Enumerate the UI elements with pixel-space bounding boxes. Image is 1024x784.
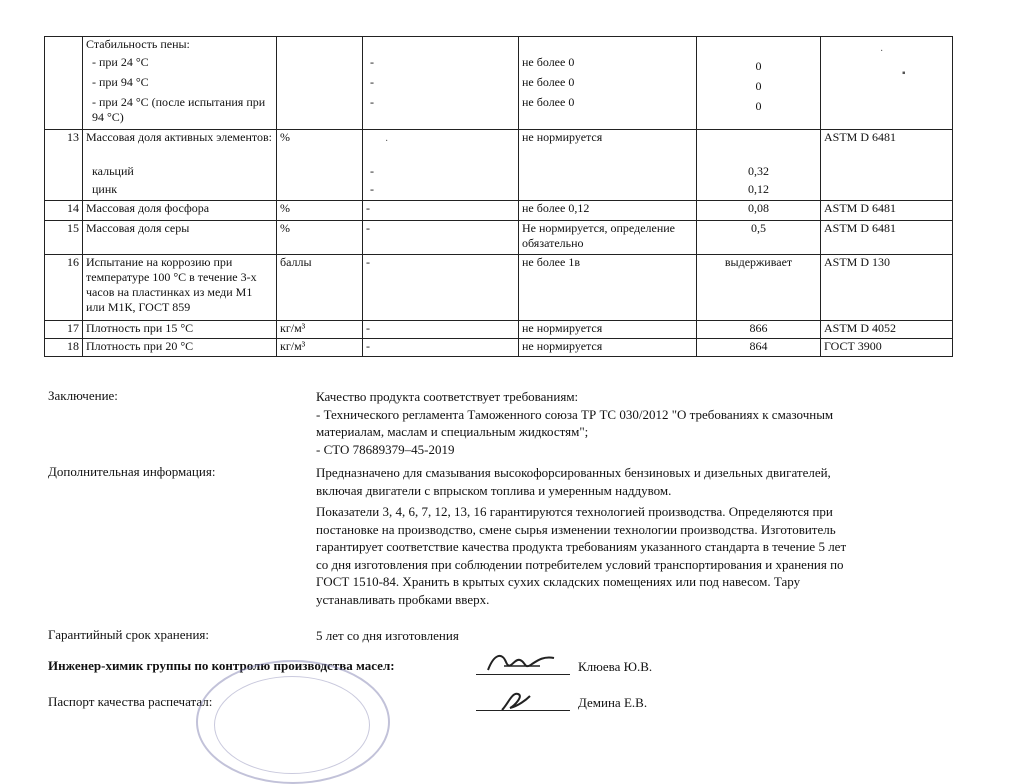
row-number: 14 (45, 201, 83, 221)
foam-norms: не более 0 не более 0 не более 0 (519, 37, 697, 130)
shelf-life-value: 5 лет со дня изготовления (316, 628, 459, 643)
row-result: 0,5 (697, 221, 821, 255)
row-result: выдерживает (697, 255, 821, 321)
quality-table-wrapper (44, 36, 952, 357)
row-unit: кг/м³ (277, 321, 363, 339)
row-dash: - - (363, 130, 519, 201)
engineer-signature (484, 648, 560, 678)
row-unit: % (277, 221, 363, 255)
row-number: 13 (45, 130, 83, 201)
row-name: Массовая доля серы (83, 221, 277, 255)
row-name: Плотность при 20 °С (83, 339, 277, 357)
row-name: Плотность при 15 °С (83, 321, 277, 339)
row-result: 0,32 0,12 (697, 130, 821, 201)
row-method: ASTM D 6481 (821, 201, 953, 221)
row-unit: % (277, 201, 363, 221)
scan-speck: · (880, 46, 884, 57)
row-result: 866 (697, 321, 821, 339)
stamp-inner-ring (214, 676, 370, 774)
engineer-name: Клюева Ю.В. (578, 659, 653, 674)
row-unit: баллы (277, 255, 363, 321)
row-method: ASTM D 130 (821, 255, 953, 321)
row-number: 15 (45, 221, 83, 255)
row-norm: не нормируется (519, 339, 697, 357)
additional-info-para1: Предназначено для смазывания высокофорсированных бензиновых и дизельных двигателей, включая двигатели с впрыском топлива и умеренным наддувом. (316, 465, 831, 498)
quality-table (44, 36, 953, 357)
table-row-foam (45, 37, 953, 130)
row-unit: кг/м³ (277, 339, 363, 357)
foam-dash: - - - (363, 37, 519, 130)
conclusion-text: Качество продукта соответствует требованиям: - Технического регламента Таможенного союза ТР ТС 030/2012 "О требованиях к смазочным материалам, маслам и специальным жидкостям"; - СТО 78689379–45-2019 (316, 389, 834, 457)
row-norm: не более 1в (519, 255, 697, 321)
row-name: Массовая доля фосфора (83, 201, 277, 221)
table-row-14 (45, 201, 953, 221)
additional-info-label: Дополнительная информация: (48, 464, 216, 479)
row-norm: не нормируется (519, 130, 697, 201)
table-row-13 (45, 130, 953, 201)
row-result: 864 (697, 339, 821, 357)
printed-by-label: Паспорт качества распечатал: (48, 694, 213, 709)
row-method: ГОСТ 3900 (821, 339, 953, 357)
engineer-label: Инженер-химик группы по контролю производства масел: (48, 658, 395, 673)
row-number: 16 (45, 255, 83, 321)
additional-info-para2: Показатели 3, 4, 6, 7, 12, 13, 16 гарантируются технологией производства. Определяются при постановке на производство, смене сырья изменении технологии производства. Изготовитель гарантирует соответствие качества продукта требованиям указанного стандарта в течение 5 лет со дня изготовления при соблюдении потребителем условий транспортирования и хранения по ГОСТ 1510-84. Хранить в крытых сухих складских помещениях или под навесом. Тару устанавливать пробками вверх. (316, 504, 847, 607)
printed-by-signature (496, 686, 536, 716)
row-number: 18 (45, 339, 83, 357)
conclusion-label: Заключение: (48, 388, 118, 403)
table-row-16 (45, 255, 953, 321)
scan-speck: ▪ (902, 68, 906, 79)
row-method: ASTM D 6481 (821, 130, 953, 201)
row-name: Испытание на коррозию при температуре 100 °С в течение 3-х часов на пластинках из меди М1 или М1К, ГОСТ 859 (83, 255, 277, 321)
row-result: 0,08 (697, 201, 821, 221)
row-dash: - (363, 321, 519, 339)
row-dash: - (363, 221, 519, 255)
row-unit: % (277, 130, 363, 201)
row-norm: не нормируется (519, 321, 697, 339)
foam-name: Стабильность пены: - при 24 °С - при 94 °С - при 24 °С (после испытания при 94 °С) (83, 37, 277, 130)
shelf-life-label: Гарантийный срок хранения: (48, 627, 210, 642)
table-row-18 (45, 339, 953, 357)
row-dash: - (363, 339, 519, 357)
scan-speck: · (385, 136, 389, 147)
row-norm: Не нормируется, определение обязательно (519, 221, 697, 255)
table-row-15 (45, 221, 953, 255)
row-number: 17 (45, 321, 83, 339)
foam-results: 0 0 0 (697, 37, 821, 130)
row-method: ASTM D 6481 (821, 221, 953, 255)
printed-by-name: Демина Е.В. (578, 695, 648, 710)
row-dash: - (363, 201, 519, 221)
row-norm: не более 0,12 (519, 201, 697, 221)
row-name: Массовая доля активных элементов: кальций цинк (83, 130, 277, 201)
row-method: ASTM D 4052 (821, 321, 953, 339)
row-dash: - (363, 255, 519, 321)
table-row-17 (45, 321, 953, 339)
